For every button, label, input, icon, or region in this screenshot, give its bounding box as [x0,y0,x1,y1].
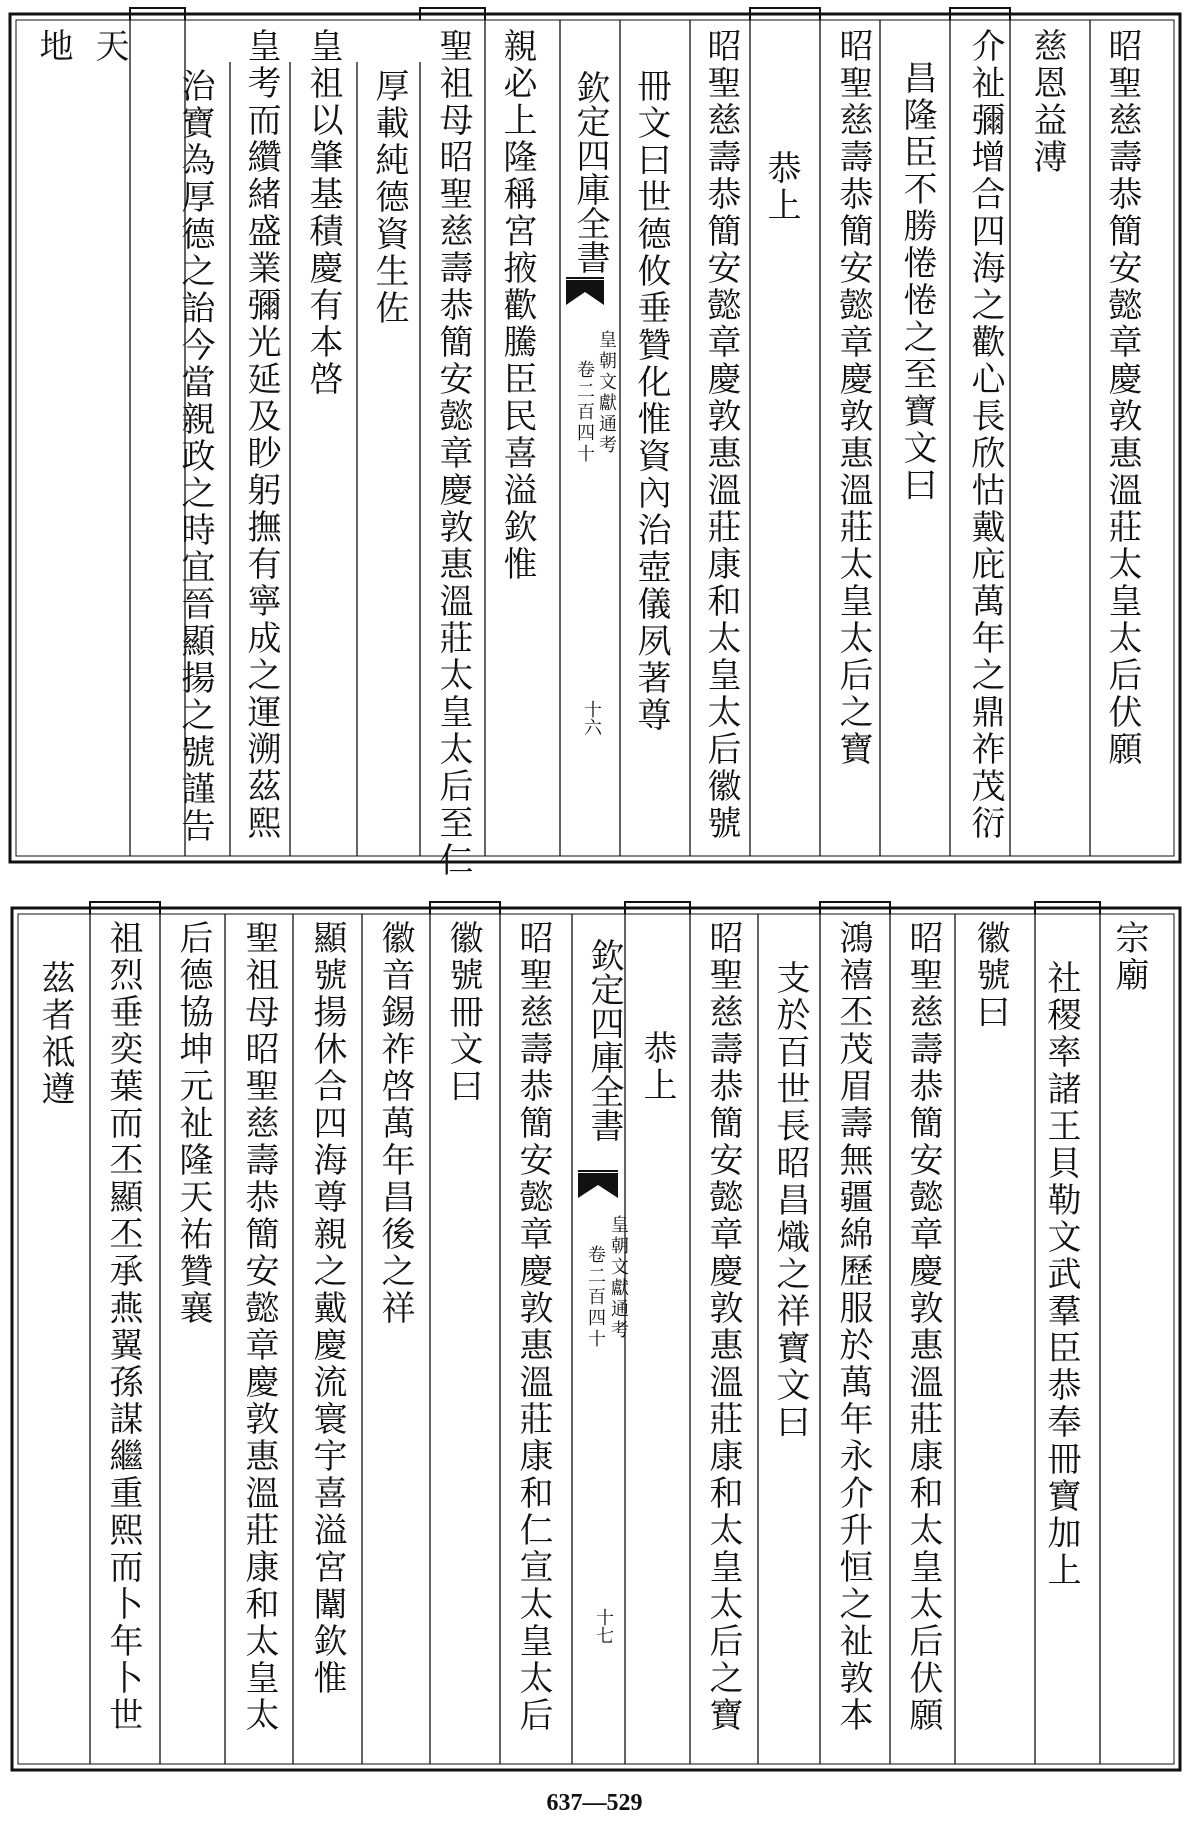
top-col-3: 介祉彌增合四海之歡心長欣怙戴庇萬年之鼎祚茂衍 [965,28,1005,842]
top-page [0,0,1189,879]
bottom-col-13: 聖祖母昭聖慈壽恭簡安懿章慶敦惠溫莊康和太皇太 [239,920,279,1734]
top-page-number: 十六 [581,700,602,736]
top-col-4: 昌隆臣不勝惓惓之至寶文曰 [897,60,937,504]
top-col-7: 昭聖慈壽恭簡安懿章慶敦惠溫莊康和太皇太后徽號 [701,28,741,842]
bottom-col-6: 支於百世長昭昌熾之祥寶文曰 [770,960,810,1441]
bottom-col-14: 后德協坤元祉隆天祐贊襄 [173,920,213,1327]
top-book-title: 欽定四庫全書 [570,70,610,274]
top-col-13: 皇考而纘緒盛業彌光延及眇躬撫有寧成之運溯茲熙 [241,28,281,842]
bottom-col-3: 徽號曰 [970,920,1010,1031]
top-col-16: 地 [33,28,73,65]
bottom-col-9: 昭聖慈壽恭簡安懿章慶敦惠溫莊康和仁宣太皇太后 [513,920,553,1734]
top-col-2: 慈恩益溥 [1027,28,1067,176]
bottom-col-2: 社稷率諸王貝勒文武羣臣恭奉冊寶加上 [1041,960,1081,1589]
bottom-col-5: 鴻禧丕茂眉壽無疆綿歷服於萬年永介升恒之祉敦本 [833,920,873,1734]
bottom-col-10: 徽號冊文曰 [443,920,483,1105]
top-col-1: 昭聖慈壽恭簡安懿章慶敦惠溫莊太皇太后伏願 [1102,28,1142,768]
top-col-6: 恭上 [761,150,801,224]
top-col-11: 厚載純德資生佐 [369,68,409,327]
bottom-col-4: 昭聖慈壽恭簡安懿章慶敦惠溫莊康和太皇太后伏願 [903,920,943,1734]
top-col-14: 治寶為厚德之詒今當親政之時宜晉顯揚之號謹告 [175,68,215,845]
bottom-page-number: 十七 [593,1608,614,1644]
bottom-book-subtitle: 皇朝文獻通考 [608,1215,629,1341]
top-col-15: 天 [89,28,129,65]
top-col-10: 聖祖母昭聖慈壽恭簡安懿章慶敦惠溫莊太皇太后至仁 [433,28,473,879]
bottom-col-8: 恭上 [637,1030,677,1104]
page-footer-number: 637—529 [546,1790,643,1816]
top-volume-label: 卷二百四十 [574,360,595,465]
top-book-subtitle: 皇朝文獻通考 [596,330,617,456]
bottom-col-15: 祖烈垂奕葉而丕顯丕承燕翼孫謀繼重熙而卜年卜世 [103,920,143,1734]
bottom-col-1: 宗廟 [1109,920,1149,994]
top-col-8: 冊文曰世德攸垂贊化惟資內治壺儀夙著尊 [631,68,671,734]
bottom-volume-label: 卷二百四十 [585,1245,606,1350]
top-col-12: 皇祖以肇基積慶有本啓 [303,28,343,398]
bottom-col-7: 昭聖慈壽恭簡安懿章慶敦惠溫莊康和太皇太后之寶 [703,920,743,1734]
bottom-col-12: 顯號揚休合四海尊親之戴慶流寰宇喜溢宮闈欽惟 [307,920,347,1697]
bottom-col-16: 茲者祗遵 [35,960,75,1108]
bottom-col-11: 徽音錫祚啓萬年昌後之祥 [375,920,415,1327]
top-col-9: 親必上隆稱宮掖歡騰臣民喜溢欽惟 [497,28,537,583]
bottom-book-title: 欽定四庫全書 [584,938,624,1142]
bottom-page [0,880,1189,1780]
top-col-5: 昭聖慈壽恭簡安懿章慶敦惠溫莊太皇太后之寶 [833,28,873,768]
